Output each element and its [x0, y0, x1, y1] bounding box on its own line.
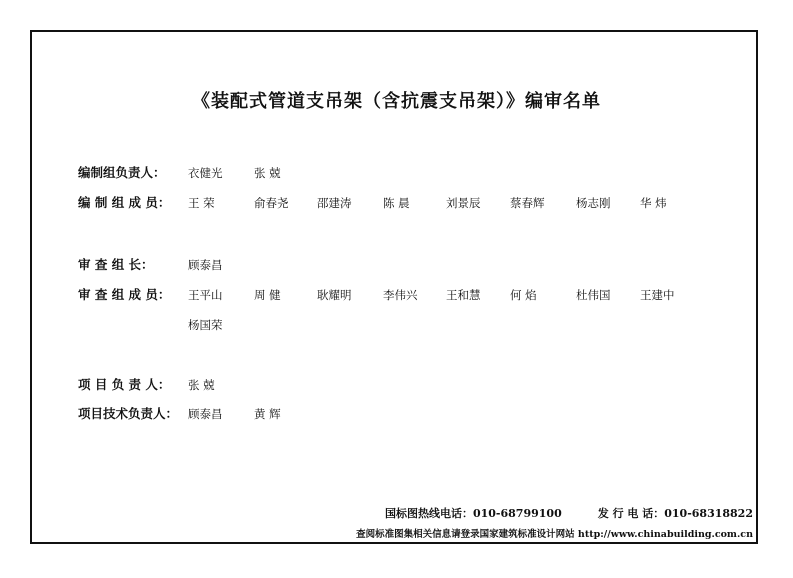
sales-phone-number: 010-68318822 — [664, 507, 753, 520]
review-member-name: 何 焰 — [510, 288, 537, 302]
compile-member-name: 杨志刚 — [576, 196, 611, 210]
project-lead-label: 项 目 负 责 人： — [78, 377, 171, 392]
compile-lead-name: 张 兢 — [254, 166, 281, 180]
footer-website-line: 查阅标准图集相关信息请登录国家建筑标准设计网站 http://www.chinabuilding.com.cn — [356, 529, 753, 540]
hotline-number: 010-68799100 — [472, 507, 562, 520]
compile-member-name: 刘景辰 — [446, 196, 481, 210]
hotline-label: 国标图热线电话： — [384, 507, 473, 520]
review-member-name: 王建中 — [640, 288, 675, 302]
compile-member-name: 王 荣 — [188, 196, 215, 210]
compile-member-name: 蔡春辉 — [510, 196, 545, 210]
review-member-name: 王平山 — [188, 288, 223, 302]
compile-member-name: 邵建涛 — [317, 196, 352, 210]
compile-lead-label: 编制组负责人： — [78, 165, 166, 180]
review-member-name: 王和慧 — [446, 288, 481, 302]
footer-phone-line — [385, 505, 753, 521]
review-member-name: 李伟兴 — [383, 288, 418, 302]
compile-members-label: 编 制 组 成 员： — [78, 195, 171, 210]
compile-member-name: 华 炜 — [640, 196, 667, 210]
project-lead-name: 张 兢 — [188, 378, 215, 392]
project-tech-lead-label: 项目技术负责人： — [78, 406, 179, 421]
review-member-name: 耿耀明 — [317, 288, 352, 302]
review-lead-label: 审 查 组 长： — [78, 257, 154, 272]
review-lead-name: 顾泰昌 — [188, 258, 223, 272]
project-tech-lead-name: 顾泰昌 — [188, 407, 223, 421]
compile-lead-name: 衣健光 — [188, 166, 223, 180]
compile-member-name: 俞春尧 — [254, 196, 289, 210]
project-tech-lead-name: 黄 辉 — [254, 407, 281, 421]
review-members-label: 审 查 组 成 员： — [78, 287, 171, 302]
review-member-name: 杜伟国 — [576, 288, 611, 302]
sales-phone-label: 发 行 电 话： — [597, 507, 665, 520]
review-member-name: 杨国荣 — [188, 318, 223, 332]
compile-member-name: 陈 晨 — [383, 196, 410, 210]
page-title: 《装配式管道支吊架（含抗震支吊架）》编审名单 — [192, 91, 601, 112]
review-member-name: 周 健 — [254, 288, 281, 302]
